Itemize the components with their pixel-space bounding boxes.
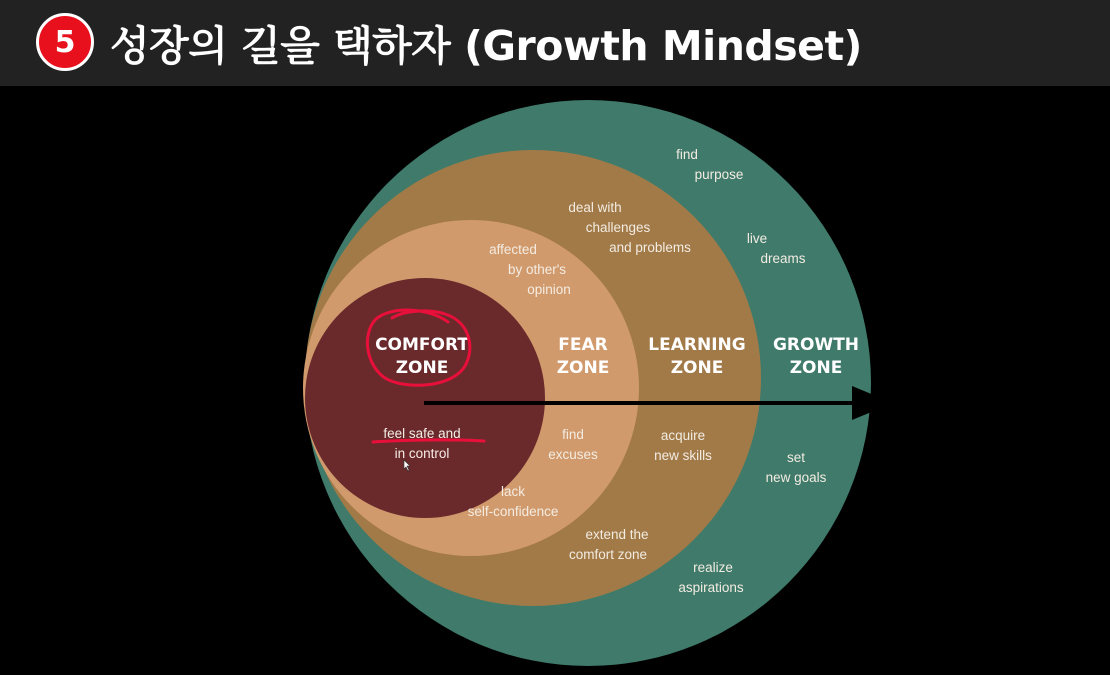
comfort-note-line2: in control <box>394 446 450 461</box>
growth-note-upper-line2: dreams <box>760 251 806 266</box>
fear-zone-title-line1: FEAR <box>558 335 608 355</box>
learning-note-mid-line1: acquire <box>660 428 706 443</box>
growth-note-mid-line1: set <box>786 450 806 465</box>
growth-zone-title-line2: ZONE <box>789 358 843 378</box>
growth-note-bottom-line1: realize <box>693 560 733 575</box>
growth-arrow-head <box>852 386 893 420</box>
fear-note-top-line2: by other's <box>507 262 567 277</box>
learning-zone-title-line1: LEARNING <box>648 335 746 355</box>
fear-note-top-line1: affected <box>489 242 537 257</box>
growth-note-bottom-line2: aspirations <box>678 580 744 595</box>
growth-note-upper-line1: live <box>746 231 768 246</box>
learning-zone-title-line2: ZONE <box>670 358 724 378</box>
learning-note-bottom-line2: comfort zone <box>568 547 648 562</box>
learning-note-top-line1: deal with <box>568 200 622 215</box>
learning-note-top-line3: and problems <box>609 240 691 255</box>
comfort-zone-title-line2: ZONE <box>395 358 449 378</box>
fear-note-bottom-line1: lack <box>500 484 526 499</box>
fear-note-top-line3: opinion <box>527 282 571 297</box>
comfort-note-line1: feel safe and <box>383 426 461 441</box>
comfort-zone-title-line1: COMFORT <box>375 335 469 355</box>
fear-note-bottom-line2: self-confidence <box>467 504 559 519</box>
fear-note-mid-line2: excuses <box>548 447 598 462</box>
comfort-zone-circle <box>305 278 545 518</box>
fear-note-mid-line1: find <box>562 427 584 442</box>
growth-note-mid-line2: new goals <box>765 470 827 485</box>
step-number-badge: 5 <box>36 13 94 71</box>
learning-note-bottom-line1: extend the <box>585 527 649 542</box>
page-title: 성장의 길을 택하자 (Growth Mindset) <box>110 21 862 70</box>
growth-note-top-line1: find <box>676 147 698 162</box>
growth-note-top-line2: purpose <box>694 167 744 182</box>
fear-zone-title-line2: ZONE <box>556 358 610 378</box>
learning-note-mid-line2: new skills <box>654 448 712 463</box>
growth-zone-title-line1: GROWTH <box>772 335 860 355</box>
learning-note-top-line2: challenges <box>585 220 651 235</box>
